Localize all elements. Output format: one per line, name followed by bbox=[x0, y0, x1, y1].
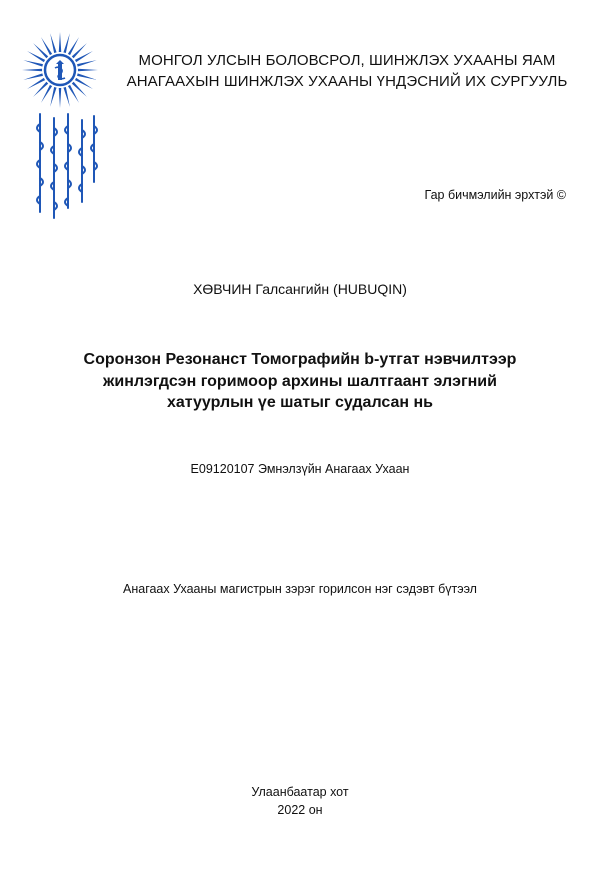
emblem-ray bbox=[63, 33, 69, 53]
university-emblem-icon bbox=[20, 30, 100, 110]
emblem-ray bbox=[63, 87, 69, 107]
year: 2022 он bbox=[277, 803, 323, 817]
emblem-ray bbox=[50, 87, 56, 107]
title-line-1: Соронзон Резонанст Томографийн b-утгат нэвчилтээр bbox=[83, 351, 517, 368]
author-name: ХӨВЧИН Галсангийн (HUBUQIN) bbox=[193, 281, 407, 297]
city: Улаанбаатар хот bbox=[251, 785, 349, 799]
emblem-ray bbox=[50, 33, 56, 53]
emblem-ray bbox=[59, 88, 62, 108]
copyright-notice: Гар бичмэлийн эрхтэй © bbox=[424, 188, 566, 202]
emblem-ray bbox=[78, 69, 98, 72]
university-name: АНАГААХЫН ШИНЖЛЭХ УХААНЫ ҮНДЭСНИЙ ИХ СУРГУУЛЬ bbox=[126, 73, 568, 90]
thesis-title bbox=[40, 349, 560, 414]
emblem-ray bbox=[22, 69, 42, 72]
mongolian-script-logo bbox=[30, 112, 100, 222]
emblem-ray bbox=[59, 32, 62, 52]
emblem-ray bbox=[77, 60, 97, 66]
title-line-3: хатуурлын үе шатыг судалсан нь bbox=[166, 394, 434, 411]
place-and-year bbox=[0, 783, 600, 819]
emblem-ray bbox=[23, 60, 43, 66]
emblem-ray bbox=[23, 73, 43, 79]
title-line-2: жинлэгдсэн горимоор архины шалтгаант элэгний bbox=[103, 372, 497, 390]
ministry-name: МОНГОЛ УЛСЫН БОЛОВСРОЛ, ШИНЖЛЭХ УХААНЫ ЯАМ bbox=[138, 52, 556, 69]
specialty-code: E09120107 Эмнэлзүйн Анагаах Ухаан bbox=[190, 462, 410, 476]
header bbox=[112, 50, 582, 92]
emblem-ray bbox=[77, 73, 97, 79]
degree-statement: Анагаах Ухааны магистрын зэрэг горилсон нэг сэдэвт бүтээл bbox=[123, 582, 477, 596]
